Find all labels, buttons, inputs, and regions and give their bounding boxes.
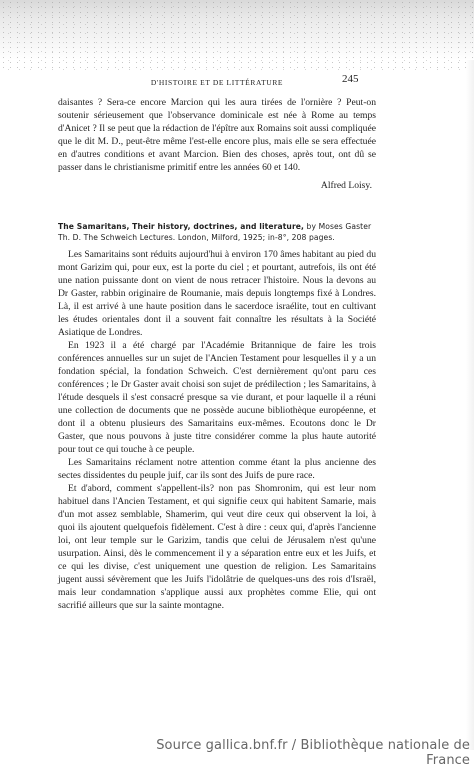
running-header xyxy=(58,78,376,87)
body-paragraph: Les Samaritains réclament notre attention comme étant la plus ancienne des sectes dissidentes du peuple juif, car ils sont des Juifs de pure race. xyxy=(58,457,376,481)
page-edge-shadow xyxy=(466,60,474,750)
body-paragraph: Les Samaritains sont réduits aujourd'hui à environ 170 âmes habitant au pied du mont Garizim qui, pour eux, est la porte du ciel ; et pourtant, autrefois, ils ont été une nation puissante dont on vient de nous retracer l'histoire. Nous la devons au Dr Gaster, rabbin originaire de Roumanie, mais depuis longtemps fixé à Londres. Là, il est arrivé à une haute position dans le sacerdoce israélite, tout en cultivant les études orientales dont il a souvent fait connaître les résultats à la Société Asiatique de Londres. xyxy=(58,249,376,338)
source-attribution: Source gallica.bnf.fr / Bibliothèque nationale de France xyxy=(156,738,470,768)
author-signature-text: Alfred Loisy. xyxy=(320,180,372,191)
top-paragraph-block xyxy=(58,96,376,174)
bibliographic-entry xyxy=(58,222,376,243)
top-paragraph: daisantes ? Sera-ce encore Marcion qui les aura tirées de l'ornière ? Peut-on soutenir sérieusement que l'observance dominicale est née à Rome au temps d'Anicet ? Il se peut que la rédaction de l'épître aux Romains soit aussi compliquée que le dit M. D., peut-être même l'est-elle encore plus, mais elle se sera effectuée en d'autres conditions et avant Marcion. Bien des choses, après tout, ont dû se passer dans le christianisme primitif entre les années 60 et 140. xyxy=(58,97,376,173)
book-title: The Samaritans, Their history, doctrines, and literature, xyxy=(58,222,305,231)
author-signature xyxy=(58,180,376,191)
review-body xyxy=(58,248,376,612)
body-paragraph: En 1923 il a été chargé par l'Académie Britannique de faire les trois conférences annuelles sur un sujet de l'Ancien Testament pour lesquelles il y a un fondation spécial, la fondation Schweich. C'est dernièrement qu'ont paru ces conférences ; le Dr Gaster avait choisi son sujet de prédilection ; les Samaritains, à l'étude desquels il s'est consacré presque sa vie durant, et pour laquelle il a réuni une collection de documents que ne possède aucune bibliothèque européenne, et dont il a obtenu plusieurs des Samaritains eux-mêmes. Ecoutons donc le Dr Gaster, que nous pouvons à juste titre considérer comme la plus haute autorité pour tout ce qui touche à ce peuple. xyxy=(58,340,376,455)
book-details: by Moses Gaster Th. D. The Schweich Lectures. London, Milford, 1925; in-8°, 208 pages. xyxy=(58,222,372,242)
body-paragraph: Et d'abord, comment s'appellent-ils? non pas Shomronim, qui est leur nom habituel dans l'Ancien Testament, et qui signifie ceux qui habitent Samarie, mais d'un mot assez semblable, Shamerim, qui veut dire ceux qui observent la loi, à quoi ils ajoutent quelquefois fidèlement. C'est à dire : ceux qui, d'après l'ancienne loi, ont leur temple sur le Garizim, tandis que celui de Jérusalem n'est qu'une usurpation. Ainsi, dès le commencement il y a séparation entre eux et les Juifs, et ce qui les divise, c'est uniquement une question de religion. Les Samaritains jugent aussi sévèrement que les Juifs l'idolâtrie de quelques-uns des rois d'Israël, mais leur condamnation s'applique aussi aux prophètes comme Elie, qui ont sacrifié ailleurs que sur la sainte montagne. xyxy=(58,483,376,611)
running-header-title: D'HISTOIRE ET DE LITTÉRATURE xyxy=(150,78,284,87)
page-speckle-texture xyxy=(0,0,474,70)
page-number: 245 xyxy=(342,73,359,85)
